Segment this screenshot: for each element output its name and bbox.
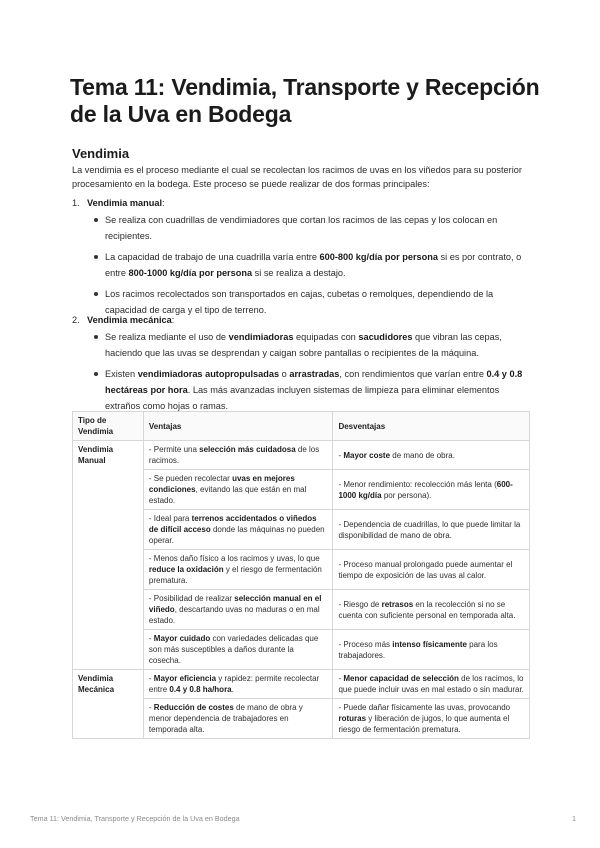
table-header-row — [73, 412, 530, 441]
cell-ventaja: - Mayor cuidado con variedades delicadas que son más susceptibles a daños durante la cosecha. — [143, 630, 333, 670]
table-row — [73, 441, 530, 470]
list-item: Los racimos recolectados son transportados en cajas, cubetas o remolques, dependiendo de la capacidad de carga y el tipo de terreno. — [92, 286, 532, 318]
category-mecanica: Vendimia Mecánica — [73, 670, 144, 739]
cell-desventaja: - Dependencia de cuadrillas, lo que puede limitar la disponibilidad de mano de obra. — [333, 510, 530, 550]
list-label: Vendimia mecánica — [87, 315, 172, 325]
cell-desventaja: - Mayor coste de mano de obra. — [333, 441, 530, 470]
manual-bullets — [92, 212, 532, 323]
list-item: Existen vendimiadoras autopropulsadas o arrastradas, con rendimientos que varían entre 0.4 y 0.8 hectáreas por hora. Las más avanzadas incluyen sistemas de limpieza para eliminar elementos extraños como hojas o ramas. — [92, 366, 532, 414]
list-item: La capacidad de trabajo de una cuadrilla varía entre 600-800 kg/día por persona si es por contrato, o entre 800-1000 kg/día por persona si se realiza a destajo. — [92, 249, 532, 281]
cell-ventaja: - Menos daño físico a los racimos y uvas, lo que reduce la oxidación y el riesgo de fermentación prematura. — [143, 550, 333, 590]
page-number: 1 — [572, 814, 576, 823]
cell-desventaja: - Proceso más intenso físicamente para los trabajadores. — [333, 630, 530, 670]
cell-desventaja: - Proceso manual prolongado puede aumentar el tiempo de exposición de las uvas al calor. — [333, 550, 530, 590]
list-number: 2. — [72, 315, 80, 325]
cell-desventaja: - Puede dañar físicamente las uvas, provocando roturas y liberación de jugos, lo que aumenta el riesgo de fermentación prematura. — [333, 699, 530, 739]
table-row — [73, 670, 530, 699]
comparison-table — [72, 411, 530, 739]
page-title: Tema 11: Vendimia, Transporte y Recepción de la Uva en Bodega — [70, 74, 540, 127]
cell-ventaja: - Posibilidad de realizar selección manual en el viñedo, descartando uvas no maduras o en mal estado. — [143, 590, 333, 630]
cell-ventaja: - Se pueden recolectar uvas en mejores condiciones, evitando las que están en mal estado. — [143, 470, 333, 510]
list-number: 1. — [72, 198, 80, 208]
list-item: Se realiza mediante el uso de vendimiadoras equipadas con sacudidores que vibran las cepas, haciendo que las uvas se desprendan y caigan sobre pantallas o recipientes de la máquina. — [92, 329, 532, 361]
footer-title: Tema 11: Vendimia, Transporte y Recepción de la Uva en Bodega — [30, 814, 240, 823]
header-desventajas: Desventajas — [333, 412, 530, 441]
category-manual: Vendimia Manual — [73, 441, 144, 670]
cell-ventaja: - Mayor eficiencia y rapidez: permite recolectar entre 0.4 y 0.8 ha/hora. — [143, 670, 333, 699]
cell-desventaja: - Menor rendimiento: recolección más lenta (600-1000 kg/día por persona). — [333, 470, 530, 510]
list-item-manual: 1. Vendimia manual: — [72, 198, 165, 208]
cell-ventaja: - Ideal para terrenos accidentados o viñedos de difícil acceso donde las máquinas no pueden operar. — [143, 510, 333, 550]
cell-desventaja: - Menor capacidad de selección de los racimos, lo que puede incluir uvas en mal estado o sin madurar. — [333, 670, 530, 699]
cell-ventaja: - Permite una selección más cuidadosa de los racimos. — [143, 441, 333, 470]
header-ventajas: Ventajas — [143, 412, 333, 441]
page-footer — [30, 814, 576, 823]
cell-ventaja: - Reducción de costes de mano de obra y menor dependencia de trabajadores en temporada alta. — [143, 699, 333, 739]
mecanica-bullets — [92, 329, 532, 419]
header-tipo: Tipo de Vendimia — [73, 412, 144, 441]
list-item: Se realiza con cuadrillas de vendimiadores que cortan los racimos de las cepas y los colocan en recipientes. — [92, 212, 532, 244]
list-item-mecanica: 2. Vendimia mecánica: — [72, 315, 175, 325]
cell-desventaja: - Riesgo de retrasos en la recolección si no se cuenta con suficiente personal en temporada alta. — [333, 590, 530, 630]
intro-paragraph: La vendimia es el proceso mediante el cual se recolectan los racimos de uvas en los viñedos para su posterior procesamiento en la bodega. Este proceso se puede realizar de dos formas principales: — [72, 165, 522, 189]
section-heading: Vendimia — [72, 146, 130, 161]
list-label: Vendimia manual — [87, 198, 163, 208]
